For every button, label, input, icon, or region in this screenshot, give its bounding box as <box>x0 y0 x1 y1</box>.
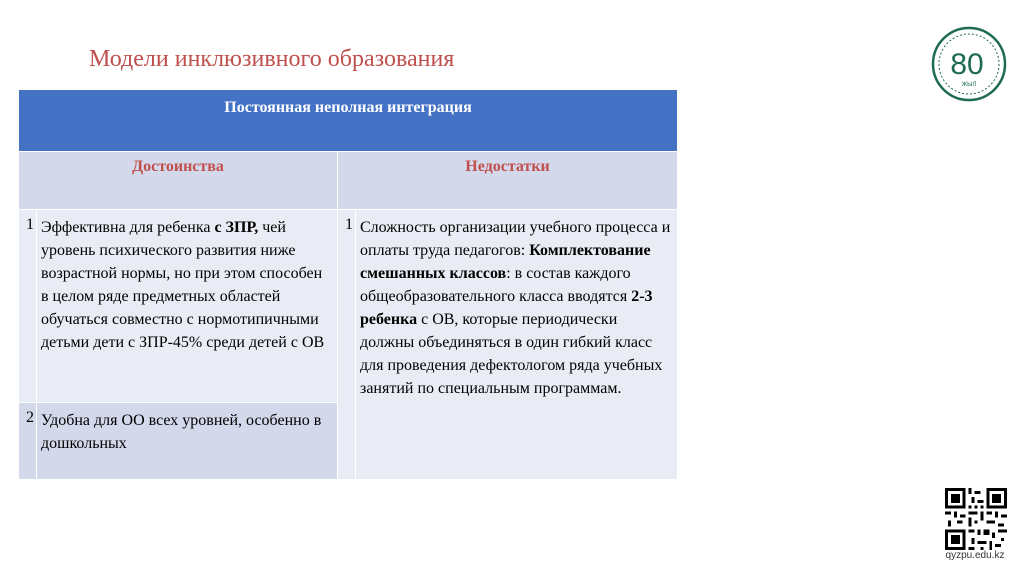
disadvantage-1-number: 1 <box>338 210 356 480</box>
integration-table <box>18 89 678 480</box>
qr-code <box>945 488 1007 550</box>
disadvantages-header: Недостатки <box>338 152 678 210</box>
anniversary-logo <box>931 26 1007 102</box>
advantage-1-number: 1 <box>19 210 37 403</box>
advantage-2-number: 2 <box>19 403 37 480</box>
table-heading: Постоянная неполная интеграция <box>19 90 678 152</box>
advantages-header: Достоинства <box>19 152 338 210</box>
advantage-2-text: Удобна для ОО всех уровней, особенно в дошкольных <box>37 403 338 480</box>
slide-title: Модели инклюзивного образования <box>89 46 455 72</box>
advantage-1-text: Эффективна для ребенка с ЗПР, чей уровень психического развития ниже возрастной нормы, но при этом способен в целом ряде предметных областей обучаться совместно с нормотипичными детьми дети с ЗПР-45% среди детей с ОВ <box>37 210 338 403</box>
site-url: qyzpu.edu.kz <box>945 550 1005 561</box>
logo-subtext: ЖЫЛ <box>961 82 977 88</box>
logo-number: 80 <box>950 48 984 81</box>
disadvantage-1-text: Сложность организации учебного процесса и оплаты труда педагогов: Комплектование смешанных классов: в состав каждого общеобразовательного класса вводятся 2-3 ребенка с ОВ, которые периодически должны объединяться в один гибкий класс для проведения дефектологом ряда учебных занятий по специальным программам. <box>356 210 678 480</box>
